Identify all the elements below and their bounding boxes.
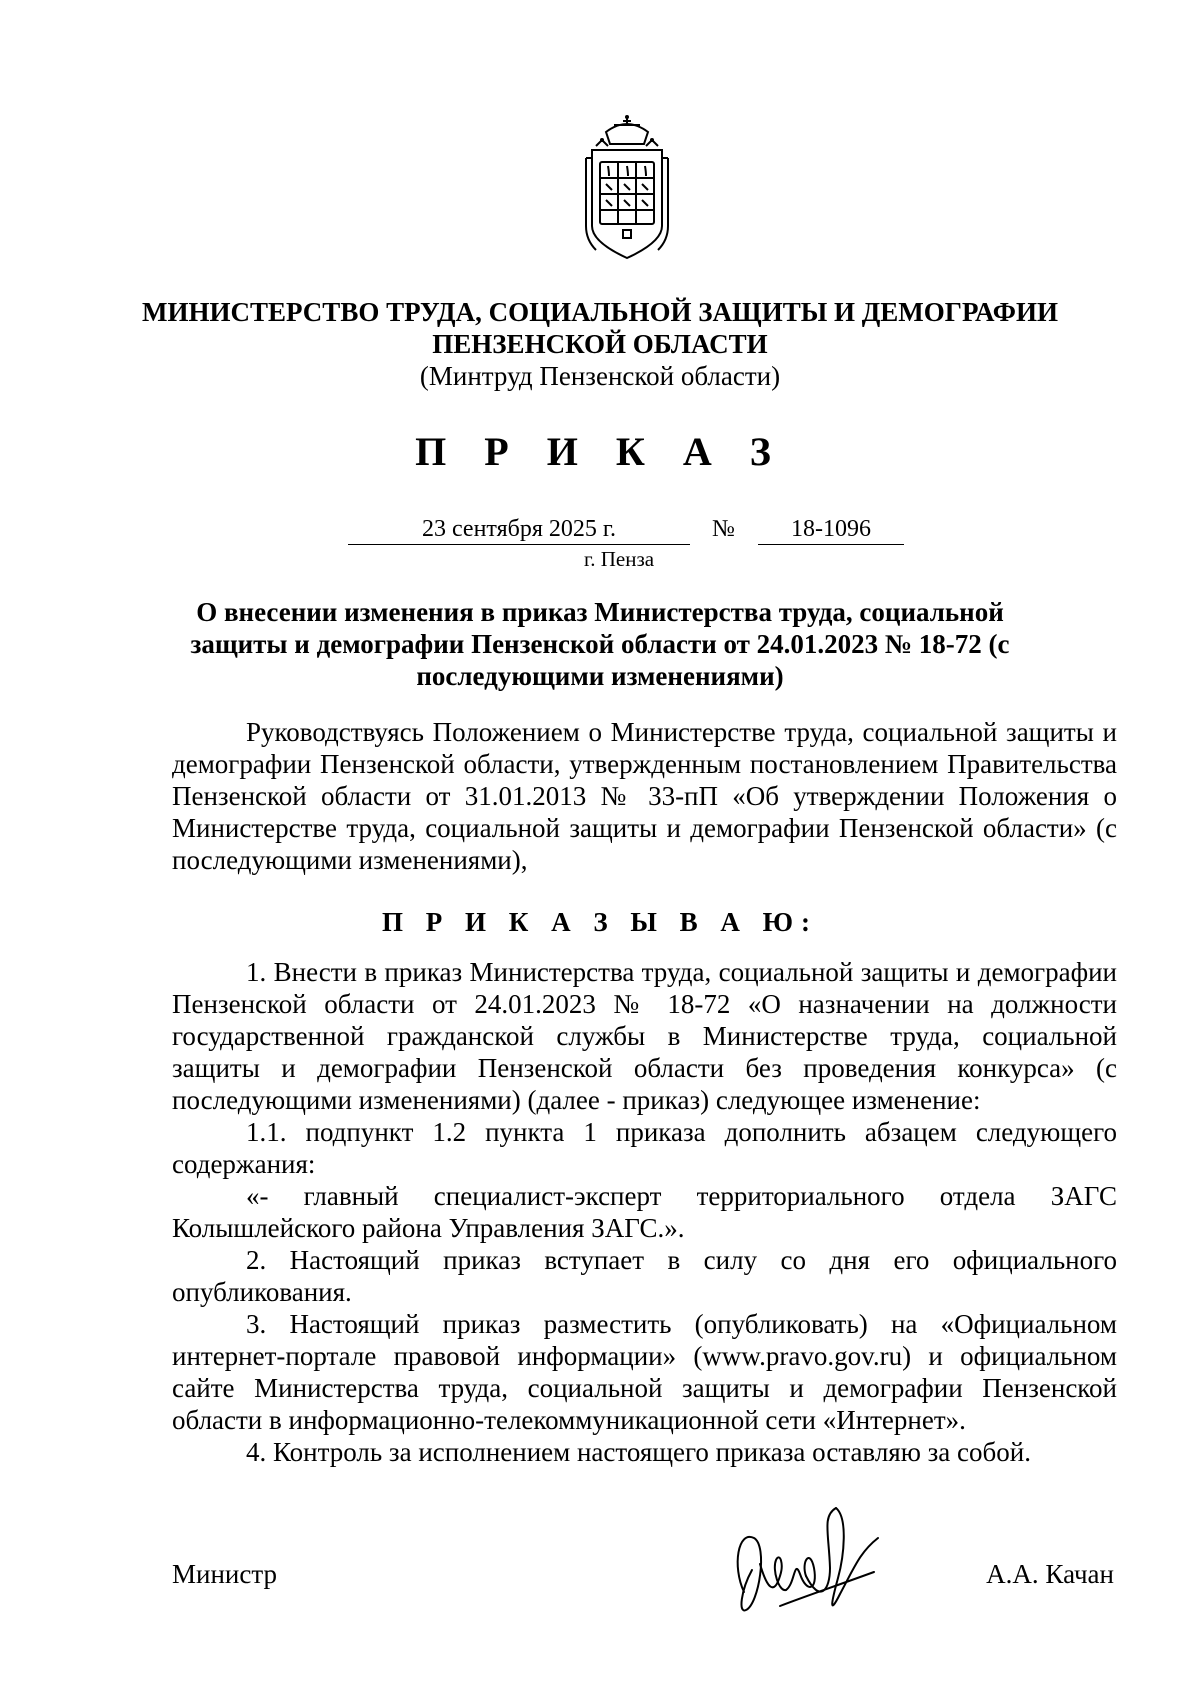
document-date: 23 сентября 2025 г. — [348, 514, 690, 545]
preamble-paragraph: Руководствуясь Положением о Министерстве труда, социальной защиты и демографии Пензенской области, утвержденным постановлением Правительства Пензенской области от 31.01.2013 № 33-пП «Об утверждении Положения о Министерстве труда, социальной защиты и демографии Пензенской области» (с последующими изменениями), — [172, 717, 1117, 875]
order-item: 2. Настоящий приказ вступает в силу со дня его официального опубликования. — [172, 1245, 1117, 1307]
order-item: 1.1. подпункт 1.2 пункта 1 приказа дополнить абзацем следующего содержания: — [172, 1117, 1117, 1179]
organization-short-name: (Минтруд Пензенской области) — [419, 361, 781, 391]
order-heading: П Р И К А З Ы В А Ю: — [382, 907, 818, 937]
document-type: П Р И К А З — [415, 429, 785, 474]
signatory-name: А.А. Качан — [986, 1559, 1114, 1589]
organization-region: ПЕНЗЕНСКОЙ ОБЛАСТИ — [432, 329, 768, 359]
order-item: 4. Контроль за исполнением настоящего приказа оставляю за собой. — [246, 1437, 1031, 1467]
signature-position: Министр — [172, 1559, 277, 1589]
order-item: 1. Внести в приказ Министерства труда, социальной защиты и демографии Пензенской области от 24.01.2023 № 18-72 «О назначении на должности государственной гражданской службы в Министерстве труда, социальной защиты и демографии Пензенской области без проведения конкурса» (с последующими изменениями) (далее - приказ) следующее изменение: — [172, 957, 1117, 1115]
order-item: «- главный специалист-эксперт территориального отдела ЗАГС Колышлейского района Управления ЗАГС.». — [172, 1181, 1117, 1243]
document-number: 18-1096 — [758, 514, 904, 545]
order-items — [172, 956, 1117, 1468]
organization-name: МИНИСТЕРСТВО ТРУДА, СОЦИАЛЬНОЙ ЗАЩИТЫ И ДЕМОГРАФИИ — [141, 297, 1058, 327]
document-city: г. Пенза — [584, 547, 655, 571]
coat-of-arms-icon — [578, 114, 676, 264]
order-item: 3. Настоящий приказ разместить (опубликовать) на «Официальном интернет-портале правовой информации» (www.pravo.gov.ru) и официальном сайте Министерства труда, социальной защиты и демографии Пензенской области в информационно-телекоммуникационной сети «Интернет». — [172, 1309, 1117, 1435]
signature-mark — [728, 1486, 890, 1636]
document-subject: О внесении изменения в приказ Министерства труда, социальной защиты и демографии Пензенской области от 24.01.2023 № 18-72 (с последующими изменениями) — [190, 597, 1010, 691]
number-sign: № — [712, 516, 735, 542]
